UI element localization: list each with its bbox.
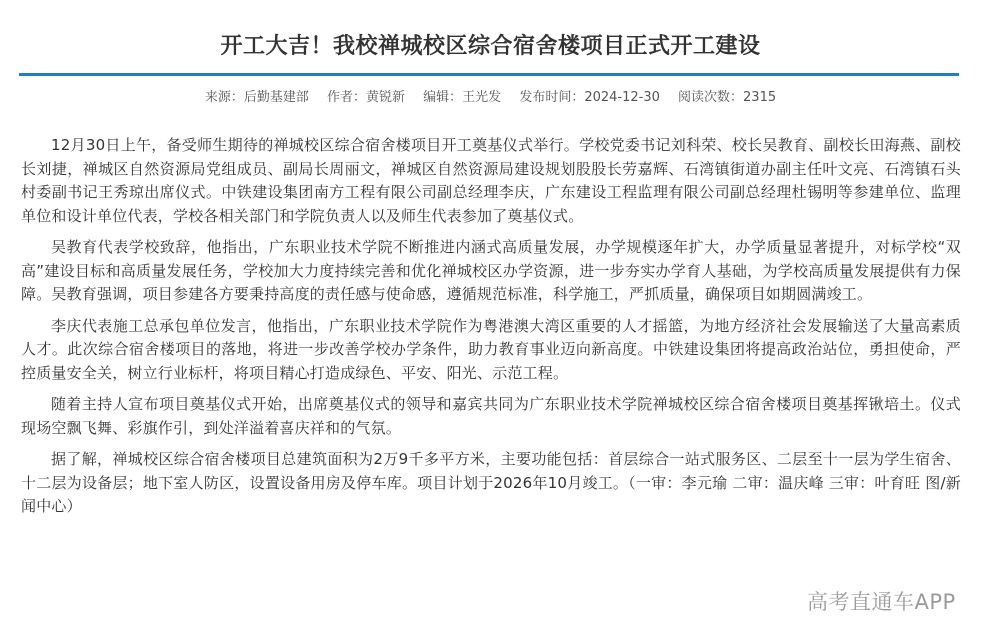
meta-editor: 编辑：王光发 (423, 90, 502, 105)
meta-view-count: 阅读次数：2315 (678, 90, 777, 105)
meta-author: 作者：黄锐新 (327, 90, 406, 105)
article-paragraph: 12月30日上午，备受师生期待的禅城校区综合宿舍楼项目开工奠基仪式举行。学校党委书记刘科荣、校长吴教育、副校长田海燕、副校长刘捷，禅城区自然资源局党组成员、副局长周丽文，禅城区自然资源局建设规划股股长劳嘉辉、石湾镇街道办副主任叶文亮、石湾镇石头村委副书记王秀琼出席仪式。中铁建设集团南方工程有限公司副总经理李庆，广东建设工程监理有限公司副总经理杜锡明等参建单位、监理单位和设计单位代表，学校各相关部门和学院负责人以及师生代表参加了奠基仪式。 (21, 136, 961, 225)
article-paragraph: 随着主持人宣布项目奠基仪式开始，出席奠基仪式的领导和嘉宾共同为广东职业技术学院禅城校区综合宿舍楼项目奠基挥锹培土。仪式现场空飘飞舞、彩旗作引，到处洋溢着喜庆祥和的气氛。 (21, 395, 961, 437)
meta-source: 来源：后勤基建部 (204, 90, 309, 105)
article-body (21, 134, 961, 527)
meta-published-date: 发布时间：2024-12-30 (519, 90, 660, 105)
article-title: 开工大吉！我校禅城校区综合宿舍楼项目正式开工建设 (220, 32, 761, 59)
article-paragraph: 李庆代表施工总承包单位发言，他指出，广东职业技术学院作为粤港澳大湾区重要的人才摇篮，为地方经济社会发展输送了大量高素质人才。此次综合宿舍楼项目的落地，将进一步改善学校办学条件，助力教育事业迈向新高度。中铁建设集团将提高政治站位，勇担使命，严控质量安全关，树立行业标杆，将项目精心打造成绿色、平安、阳光、示范工程。 (21, 316, 961, 382)
article-paragraph: 据了解，禅城校区综合宿舍楼项目总建筑面积为2万9千多平方米，主要功能包括：首层综合一站式服务区、二层至十一层为学生宿舍、十二层为设备层；地下室人防区，设置设备用房及停车库。项目计划于2026年10月竣工。（一审：李元瑜 二审：温庆峰 三审：叶育旺 图/新闻中心） (21, 450, 961, 515)
article-paragraph: 吴教育代表学校致辞，他指出，广东职业技术学院不断推进内涵式高质量发展，办学规模逐年扩大，办学质量显著提升，对标学校“双高”建设目标和高质量发展任务，学校加大力度持续完善和优化禅城校区办学资源，进一步夯实办学育人基础，为学校高质量发展提供有力保障。吴教育强调，项目参建各方要秉持高度的责任感与使命感，遵循规范标准，科学施工，严抓质量，确保项目如期圆满竣工。 (21, 238, 961, 303)
title-divider (19, 73, 959, 76)
article-meta (0, 88, 981, 108)
watermark: 高考直通车APP (807, 590, 956, 614)
